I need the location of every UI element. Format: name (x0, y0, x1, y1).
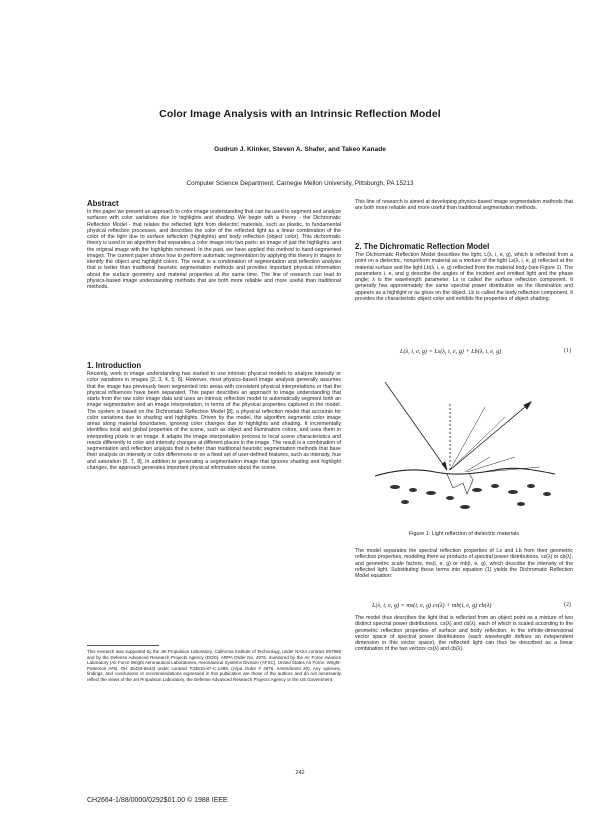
right-bottom-paragraph-1 (355, 548, 573, 579)
paper-authors: Gudrun J. Klinker, Steven A. Shafer, and Takeo Kanade (214, 146, 386, 153)
right-bottom-text-1: The model separates the spectral reflection properties of Ls and Lb from their geometric reflection properties, modeling them as products of spectral power distributions, cs(λ) or cb(λ), and geometric scale factors, ms(i, e, g) or mb(i, e, g), which describe the intensity of the reflected light. Substituting these terms into equation (1) yields the Dichromatic Reflection Model equation: (355, 548, 573, 579)
abstract-text: In this paper we present an approach to color image understanding that can be used to segment and analyze surfaces with color variations due to highlights and shading. We begin with a theory - the Dichromatic Reflection Model - that relates the reflected light from dielectric materials, such as plastic, to fundamental physical reflection processes, and describes the color of the reflected light as a linear combination of the color of the light due to surface reflection (highlights) and body reflection (object color). This dichromatic theory is used in an algorithm that separates a color image into two parts: an image of just the highlights, and the original image with the highlights removed. In the past, we have applied this method to hand-segmented images. The current paper shows how to perform automatic segmentation by applying this theory in stages to identify the object and highlight colors. The result is a combination of segmentation and reflection analysis that is better than traditional heuristic segmentation methods and provides important physical information about the surface geometry and material properties at the same time. The line of research can lead to physics-based image understanding methods that are both more reliable and more useful than traditional methods. (87, 209, 341, 290)
page-number: 242 (295, 770, 305, 776)
incident-arrowhead (442, 462, 447, 470)
introduction-text: Recently, work in image understanding has started to use intrinsic physical models to analyze intensity or color variations in images [2, 3, 4, 5, 6]. However, most physics-based image analysis generally assumes that the image has previously been segmented into areas with consistent physical interpretations or that the physical influences have been separated. This paper describes an approach to image understanding that starts from the raw color image data and uses an intrinsic reflection model to automatically segment both an image segmentation and an image interpretation, in terms of the physical properties captured in the model. The system is based on the Dichromatic Reflection Model [8], a physical reflection model that accounts for color variations due to shading and highlights. Driven by the model, the algorithm segments color image areas along material boundaries, ignoring color changes due to highlights and shading. It incrementally identifies local and global properties of the scene, such as object and illumination colors, and uses them in interpreting pixels in an image. It adapts the image interpretation process to local scene characteristics and reacts differently to color and intensity changes at different places in the image. The result is a combination of segmentation and reflection analysis that is better than traditional heuristic segmentation methods that base their analysis on intensity or color differences or on a fixed set of user-defined features, such as intensity, hue and saturation [6, 7, 8]. In addition to generating a segmentation image that ignores shading and highlight changes, the approach generates important physical information about the scene. (87, 371, 341, 471)
introduction-section (87, 361, 341, 471)
right-bottom-paragraph-2 (355, 615, 573, 653)
abstract-heading: Abstract (87, 199, 119, 208)
figure-1-diagram (355, 362, 573, 522)
colorant-particles (390, 484, 551, 509)
paper-affiliation: Computer Science Department, Carnegie Mellon University, Pittsburgh, PA 15213 (186, 180, 414, 187)
equation-1: L(λ, i, e, g) = Ls(λ, i, e, g) + Lb(λ, i, e, g) (400, 348, 502, 355)
paper-title: Color Image Analysis with an Intrinsic Reflection Model (159, 108, 441, 120)
right-top-paragraph (355, 199, 573, 212)
body-scatter-path (447, 473, 473, 494)
abstract-section (87, 199, 341, 290)
material-interface (375, 468, 555, 476)
footnote-rule (87, 645, 159, 646)
introduction-heading: 1. Introduction (87, 361, 142, 370)
equation-2-number: (2) (564, 602, 571, 608)
right-top-text: This line of research is aimed at developing physics-based image segmentation methods that are both more reliable and more useful than traditional segmentation methods. (355, 199, 573, 212)
right-bottom-text-2: The model thus describes the light that is reflected from an object point as a mixture of two distinct spectral power distributions, cs(λ) and cb(λ), each of which is scaled according to the geometric reflection properties of surface and body reflection. In the infinite-dimensional vector space of spectral power distributions (each wavelength defines an independent dimension in this vector space), the reflected light can thus be described as a linear combination of the two vectors cs(λ) and cb(λ). (355, 615, 573, 653)
surface-reflection-arrowhead (524, 402, 531, 409)
footnote (87, 649, 341, 683)
section-2 (355, 242, 573, 302)
figure-1-caption: Figure 1: Light reflection of dielectric materials (409, 531, 519, 537)
section-2-text: The Dichromatic Reflection Model describes the light, L(λ, i, e, g), which is reflected from a point on a dielectric, nonuniform material as a mixture of the light Ls(λ, i, e, g) reflected at the material surface and the light Lb(λ, i, e, g) reflected from the material body (see Figure 1). The parameters i, e, and g describe the angles of the incident and emitted light and the phase angle; λ is the wavelength parameter. Ls is called the surface reflection component. It generally has approximately the same spectral power distribution as the illumination and appears as a highlight or as gloss on the object. Lb is called the body reflection component. It provides the characteristic object color and exhibits the properties of object shading: (355, 252, 573, 302)
footnote-text: This research was supported by the Jet Propulsion Laboratory, California Institute of Technology, under NASA contract 957989 and by the Defense Advanced Research Projects Agency (DOD), ARPA Order No. 4976, monitored by the Air Force Avionics Laboratory (Air Force Wright Aeronautical Laboratories, Aeronautical Systems Division (AFSC), United States Air Force, Wright-Patterson AFB, OH 45433-6543) under contract F33615-87-C-1499. (Arpa Order # 4976, Amendment 20). Any opinions, findings, and conclusions or recommendations expressed in this publication are those of the authors and do not necessarily reflect the views of the Jet Propulsion Laboratory, the Defense Advanced Research Projects Agency or the US Government. (87, 649, 341, 682)
section-2-heading: 2. The Dichromatic Reflection Model (355, 242, 490, 251)
footer-copyright-code: CH2664-1/88/0000/0292$01.00 © 1988 IEEE (87, 797, 228, 804)
equation-2: L(λ, i, e, g) = ms(i, e, g) cs(λ) + mb(i, e, g) cb(λ) (372, 602, 492, 609)
surface-reflection-ray (450, 402, 531, 470)
incident-light-ray (385, 382, 447, 470)
equation-1-number: (1) (564, 348, 571, 354)
